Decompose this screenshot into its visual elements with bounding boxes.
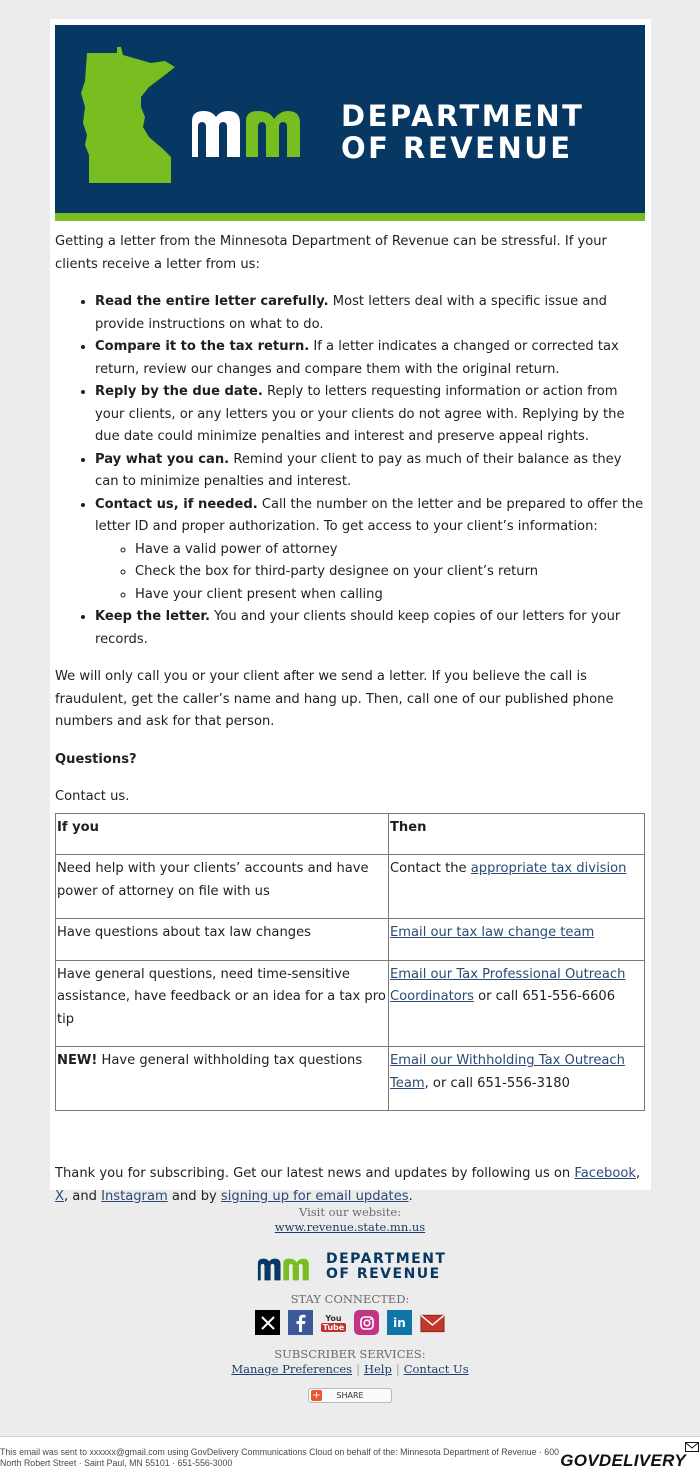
- footer-mn-logo-icon: [256, 1254, 322, 1284]
- mn-logo-icon: [188, 107, 328, 159]
- row-if-cell: [56, 1047, 389, 1111]
- tip-text: Reply to letters requesting information or action from your clients, or any letters you or your clients do not agree with. Replying by the due date could minimize penalties and interest and preserve appeal rights.: [95, 384, 625, 444]
- table-row: [56, 855, 645, 919]
- instagram-link[interactable]: Instagram: [101, 1188, 168, 1204]
- youtube-tube-text: Tube: [322, 1322, 345, 1332]
- thanks-text: [55, 1163, 645, 1208]
- row-then-cell: [389, 1047, 645, 1111]
- contact-table: [55, 813, 645, 1112]
- list-item: [95, 606, 645, 651]
- tip-title: Pay what you can.: [95, 451, 230, 467]
- sender-notice: This email was sent to xxxxxx@gmail.com using GovDelivery Communications Cloud on behalf of the: Minnesota Department of Revenue · 600 North Robert Street · Saint Paul, MN 55101 · 651-556-3000: [0, 1447, 559, 1468]
- list-item: [95, 291, 645, 336]
- then-suffix: or call 651-556-6606: [473, 989, 616, 1004]
- then-prefix: Contact the: [390, 861, 471, 876]
- email-card: [50, 19, 651, 1204]
- facebook-link[interactable]: Facebook: [574, 1166, 636, 1181]
- list-item: [95, 494, 645, 607]
- facebook-icon[interactable]: [288, 1310, 313, 1335]
- subscriber-services-label: SUBSCRIBER SERVICES:: [274, 1347, 426, 1361]
- thanks-mid: and by: [167, 1188, 221, 1204]
- footer: [0, 1205, 700, 1403]
- youtube-icon[interactable]: [321, 1310, 346, 1335]
- govdelivery-logo: GOVDELIVERY: [560, 1451, 686, 1470]
- thanks-pre: Thank you for subscribing. Get our latest news and updates by following us on: [55, 1166, 575, 1181]
- linkedin-text: in: [393, 1315, 406, 1330]
- withholding-team-link[interactable]: Email our Withholding Tax Outreach Team: [390, 1053, 625, 1091]
- table-header-row: [56, 813, 645, 855]
- thanks-and: , and: [63, 1188, 102, 1204]
- access-item: ◦ Have a valid power of attorney: [135, 539, 645, 562]
- instagram-icon[interactable]: [354, 1310, 379, 1335]
- row-if-cell: Need help with your clients’ accounts and have power of attorney on file with us: [56, 855, 389, 919]
- header-if-text: If you: [57, 819, 99, 835]
- social-icons: [0, 1310, 700, 1335]
- banner-dept-line1: DEPARTMENT: [341, 99, 585, 133]
- contact-us-link[interactable]: Contact Us: [403, 1362, 469, 1376]
- row-if-cell: Have general questions, need time-sensitive assistance, have feedback or an idea for a tax pro tip: [56, 960, 389, 1047]
- contact-us-text: Contact us.: [55, 789, 130, 804]
- stay-connected-label: STAY CONNECTED:: [290, 1292, 410, 1306]
- list-item: [95, 449, 645, 494]
- tip-title: Keep the letter.: [95, 609, 210, 624]
- call-notice: We will only call you or your client after we send a letter. If you believe the call is fraudulent, get the caller’s name and hang up. Then, call one of our published phone numbers and ask for that person.: [55, 669, 614, 729]
- list-item: [95, 336, 645, 381]
- help-link[interactable]: Help: [363, 1362, 392, 1376]
- envelope-icon: [685, 1442, 699, 1452]
- list-item: [95, 381, 645, 449]
- footer-dept-line2: OF REVENUE: [326, 1266, 441, 1282]
- banner-dept-line2: OF REVENUE: [341, 131, 573, 165]
- questions-heading-text: Questions?: [55, 751, 137, 767]
- header-banner: [55, 25, 645, 213]
- row-if-text: Have general withholding tax questions: [97, 1053, 363, 1068]
- linkedin-icon[interactable]: [387, 1310, 412, 1335]
- new-badge: NEW!: [57, 1053, 98, 1068]
- tip-title: Compare it to the tax return.: [95, 339, 310, 354]
- email-content: [55, 231, 645, 1223]
- share-label: SHARE: [336, 1391, 364, 1400]
- table-row: [56, 919, 645, 961]
- tip-text: If a letter indicates a changed or corrected tax return, review our changes and compare them with the original return.: [95, 339, 619, 377]
- tip-text: Most letters deal with a specific issue and provide instructions on what to do.: [95, 294, 607, 332]
- thanks-comma: ,: [635, 1166, 641, 1181]
- table-row: [56, 1047, 645, 1111]
- subscriber-links: [0, 1362, 700, 1376]
- tips-list: [55, 291, 645, 651]
- email-icon[interactable]: [420, 1310, 445, 1335]
- share-button[interactable]: [308, 1388, 392, 1403]
- separator: |: [356, 1362, 360, 1376]
- x-link[interactable]: X: [55, 1188, 64, 1204]
- manage-preferences-link[interactable]: Manage Preferences: [231, 1362, 353, 1376]
- share-plus-icon: +: [312, 1390, 321, 1401]
- row-if-cell: Have questions about tax law changes: [56, 919, 389, 961]
- footer-dept-line1: DEPARTMENT: [326, 1251, 447, 1267]
- row-then-cell: [389, 855, 645, 919]
- tip-title: Contact us, if needed.: [95, 496, 258, 512]
- access-item: ◦ Check the box for third-party designee on your client’s return: [135, 561, 645, 584]
- then-suffix: , or call 651-556-3180: [424, 1075, 570, 1091]
- tip-text: You and your clients should keep copies of our letters for your records.: [95, 609, 621, 647]
- tip-text: Call the number on the letter and be prepared to offer the letter ID and proper authorization. To get access to your client’s information:: [95, 496, 644, 534]
- x-icon[interactable]: [255, 1310, 280, 1335]
- separator: |: [395, 1362, 400, 1376]
- header-then-text: Then: [390, 819, 427, 835]
- header-then: [389, 813, 645, 855]
- tip-title: Reply by the due date.: [95, 384, 263, 399]
- banner-stripe: [55, 213, 645, 221]
- intro-text: Getting a letter from the Minnesota Department of Revenue can be stressful. If your clients receive a letter from us:: [55, 234, 607, 272]
- thanks-end: .: [408, 1188, 413, 1204]
- row-then-cell: [389, 919, 645, 961]
- tax-division-link[interactable]: appropriate tax division: [470, 861, 627, 876]
- footer-logo: [250, 1252, 450, 1286]
- access-item: ◦ Have your client present when calling: [135, 584, 645, 607]
- questions-heading: [55, 749, 645, 772]
- tip-title: Read the entire letter carefully.: [95, 294, 329, 309]
- table-row: [56, 960, 645, 1047]
- minnesota-state-icon: [79, 45, 184, 185]
- access-list: [95, 539, 645, 607]
- tax-law-team-link[interactable]: Email our tax law change team: [390, 925, 595, 940]
- youtube-you-text: You: [325, 1313, 342, 1323]
- bottom-bar: [0, 1436, 700, 1475]
- row-then-cell: [389, 960, 645, 1047]
- header-if: [56, 813, 389, 855]
- visit-label: Visit our website:: [298, 1205, 401, 1219]
- outreach-coordinators-link[interactable]: Email our Tax Professional Outreach Coordinators: [390, 966, 626, 1004]
- signup-link[interactable]: signing up for email updates: [220, 1188, 409, 1204]
- tip-text: Remind your client to pay as much of their balance as they can to minimize penalties and interest.: [95, 451, 622, 489]
- website-link[interactable]: www.revenue.state.mn.us: [274, 1220, 426, 1234]
